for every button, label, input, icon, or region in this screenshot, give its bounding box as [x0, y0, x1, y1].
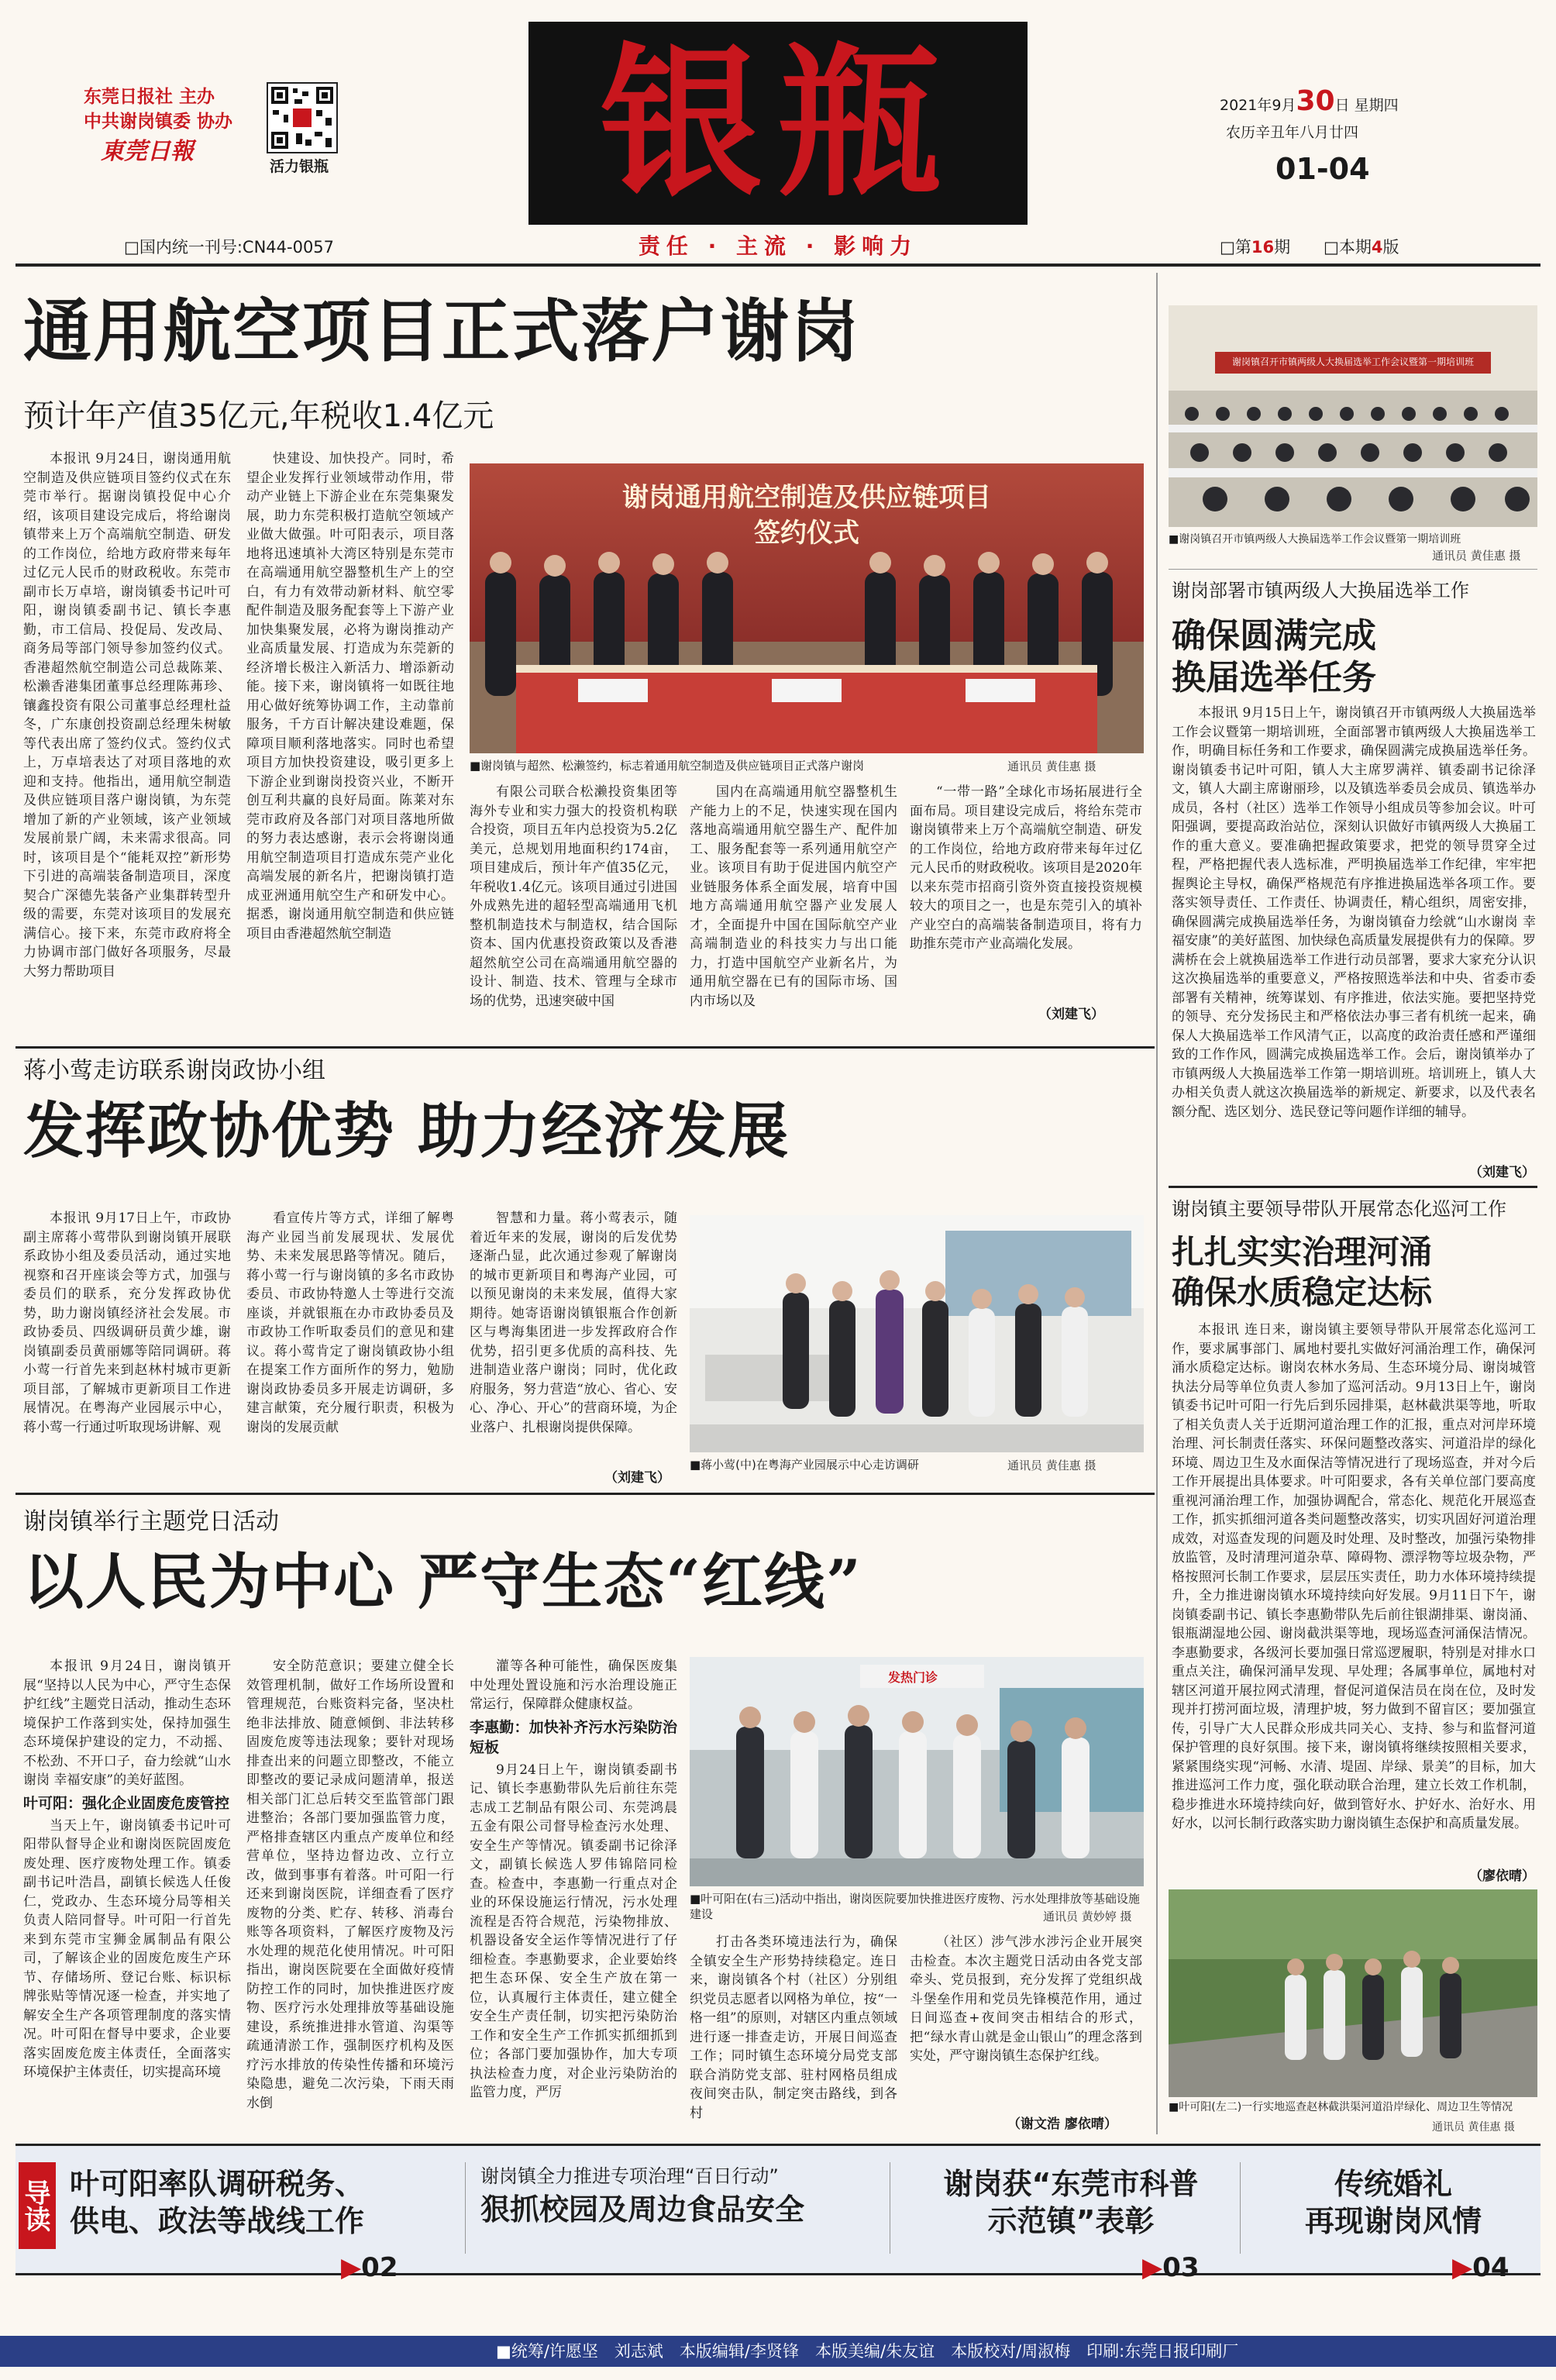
- right1-headline-line-2[interactable]: 换届选举任务: [1172, 658, 1376, 697]
- guide-item-3[interactable]: 谢岗获“东莞市科普 示范镇”表彰: [943, 2167, 1199, 2238]
- right1-photo-caption: ■谢岗镇召开市镇两级人大换届选举工作会议暨第一期培训班: [1169, 533, 1461, 546]
- story2-signature: （刘建飞）: [604, 1470, 670, 1486]
- sponsor-line-2: 中共谢岗镇委 协办: [84, 112, 233, 132]
- lead-photo-caption: ■谢岗镇与超然、松濑签约，标志着通用航空制造及供应链项目正式落户谢岗: [470, 759, 865, 773]
- hospital-inspection-photo[interactable]: [690, 1657, 1144, 1886]
- exhibition-people-icon: [690, 1215, 1144, 1452]
- story2-bottom-rule: [15, 1493, 1155, 1495]
- qr-code-icon: [268, 84, 336, 152]
- story2-column-2: 看宣传片等方式，详细了解粤海产业园当前发展现状、发展优势、未来发展思路等情况。随后，蒋小莺一行与谢岗镇的多名市政协委员、市政协特邀人士等进行交流座谈，并就银瓶在办市政协委员及市政协工作听取委员们的意见和建议。蒋小莺肯定了谢岗镇政协小组在提案工作方面所作的努力，勉励谢岗政协委员多开展走访调研，多建言献策，充分履行职责，积极为谢岗的发展贡献: [246, 1211, 454, 1435]
- right1-body: 本报讯 9月15日上午，谢岗镇召开市镇两级人大换届选举工作会议暨第一期培训班，全面部署市镇两级人大换届选举工作，明确目标任务和工作要求，确保圆满完成换届选举任务。谢岗镇委书记叶可阳，镇人大主席罗满祥、镇委副书记徐泽文，镇人大副主席谢丽珍，以及镇选举委员会成员、镇选举办成员，各村（社区）选举工作领导小组成员等参加会议。叶可阳强调，要提高政治站位，深刻认识做好市镇两级人大换届工作的重大意义。要准确把握政策要求，把党的领导贯穿全过程，严格把握代表人选标准，严明换届选举工作纪律，牢牢把握舆论主导权，确保严格规范有序推进换届选举各项工作。要落实领导责任、工作责任、协调责任，精心组织，周密安排，确保圆满完成换届选举任务，为谢岗镇奋力绘就“山水谢岗 幸福安康”的美好蓝图、加快绿色高质量发展提供有力的保障。罗满桥在会上就换届选举工作进行动员部署，要求大家充分认识这次换届选举的重要意义，严格按照选举法和中央、省委市委部署有关精神，统筹谋划、有序推进，依法实施。要把坚持党的领导、充分发扬民主和严格依法办事三者有机统一起来，确保人大换届选举工作风清气正，以高度的政治责任感和严谨细致的工作作风，圆满完成换届选举工作。会后，谢岗镇举办了市镇两级人大换届选举工作第一期培训班。培训班上，镇人大办相关负责人就这次换届选举的新规定、新要求，以及代表名额分配、选区划分、选民登记等问题作详细的辅导。: [1172, 705, 1536, 1120]
- lead-photo-credit: 通讯员 黄佳惠 摄: [1007, 759, 1096, 773]
- guide-item-3-page[interactable]: ▶03: [1142, 2252, 1200, 2283]
- footer-credits: ■统筹/许愿坚 刘志斌 本版编辑/李贤锋 本版美编/朱友谊 本版校对/周淑梅 印刷:东莞日报印刷厂: [0, 2336, 1556, 2367]
- lead-column-5: “一带一路”全球化市场拓展进行全面布局。项目建设完成后，将给东莞市谢岗镇带来上万个高端航空制造、研发的工作岗位，给地方政府带来每年过亿元人民币的财政税收。该项目是2020年以来东莞市招商引资外资直接投资规模较大的项目之一，也是东莞引入的填补产业空白的高端装备制造项目，将有力助推东莞市产业高端化发展。: [910, 784, 1142, 952]
- guide-label: 导读: [19, 2162, 56, 2249]
- story2-photo-caption: ■蒋小莺(中)在粤海产业园展示中心走访调研: [690, 1458, 919, 1472]
- meeting-hall-wall: [1169, 305, 1537, 391]
- page-count: □本期4版: [1324, 238, 1399, 257]
- issn-label: □国内统一刊号:CN44-0057: [124, 238, 335, 257]
- slogan: 责任 · 主流 · 影响力: [638, 233, 918, 259]
- right1-photo-credit: 通讯员 黄佳惠 摄: [1432, 549, 1521, 563]
- inspection-people-icon: [690, 1657, 1144, 1886]
- story3-column-5: （社区）涉气涉水涉污企业开展突击检查。本次主题党日活动由各党支部牵头、党员报到，充分发挥了党组织战斗堡垒作用和党员先锋模范作用，通过日间巡查+夜间突击相结合的形式，把“绿水青山就是金山银山”的理念落到实处，严守谢岗镇生态保护红线。: [910, 1934, 1142, 2064]
- right2-photo-caption: ■叶可阳(左二)一行实地巡查赵林截洪渠河道沿岸绿化、周边卫生等情况: [1169, 2101, 1513, 2113]
- guide-item-4-page[interactable]: ▶04: [1452, 2252, 1510, 2283]
- right2-headline-line-1[interactable]: 扎扎实实治理河涌: [1172, 1233, 1433, 1271]
- story3-photo-credit: 通讯员 黄妙婷 摄: [1043, 1910, 1132, 1924]
- qr-label: 活力银瓶: [270, 158, 329, 175]
- riverside-group-icon: [1169, 1889, 1537, 2097]
- story3-photo-caption: ■叶可阳在(右三)活动中指出，谢岗医院要加快推进医疗废物、污水处理排放等基础设施建设: [690, 1892, 1140, 1921]
- exhibition-visit-photo[interactable]: [690, 1215, 1144, 1452]
- lead-headline[interactable]: 通用航空项目正式落户谢岗: [23, 291, 861, 371]
- right1-kicker: 谢岗部署市镇两级人大换届选举工作: [1172, 580, 1469, 601]
- page-range: 01-04: [1275, 152, 1370, 186]
- sponsor-line-1: 东莞日报社 主办: [84, 87, 215, 107]
- story3-column-4: 打击各类环境违法行为，确保全镇安全生产形势持续稳定。连日来，谢岗镇各个村（社区）分别组织党员志愿者以网格为单位，按“一格一组”的原则，对辖区内重点领域进行逐一排查走访，开展日间巡查工作；同时镇生态环境分局党支部联合消防党支部、驻村网格员组成夜间突击队，制定突击路线，到各村: [690, 1934, 897, 2121]
- lead-column-1: 本报讯 9月24日，谢岗通用航空制造及供应链项目签约仪式在东莞市举行。据谢岗镇投促中心介绍，该项目建设完成后，将给谢岗镇带来上万个高端航空制造、研发的工作岗位，给地方政府带来每年过亿元人民币的财政税收。东莞市副市长万卓培，谢岗镇委书记叶可阳，谢岗镇委副书记、镇长李惠勤，市工信局、投促局、发改局、商务局等部门领导参加签约仪式。香港超然航空制造公司总裁陈莱、松濑香港集团董事总经理陈茀珍、镶鑫投资有限公司董事总经理杜益冬，广东康创投资副总经理朱树敏等代表出席了签约仪式。签约仪式上，万卓培表达了对项目落地的欢迎和支持。他指出，通用航空制造及供应链项目落户谢岗镇，为东莞增加了新的产业领域，该产业领域发展前景广阔，未来需求很高。同时，该项目是个“能耗双控”新形势下引进的高端装备制造项目，深度契合广深德先装备产业集群转型升级的需要，东莞对该项目的发展充满信心。接下来，东莞市政府将全力协调市部门做好各项服务，尽最大努力帮助项目: [23, 451, 231, 980]
- people-congress-meeting-photo[interactable]: [1169, 305, 1537, 527]
- story3-headline[interactable]: 以人民为中心 严守生态“红线”: [23, 1547, 862, 1617]
- right2-signature: （廖依晴）: [1469, 1869, 1535, 1884]
- right1-top-rule: [1169, 569, 1537, 570]
- sidebar-divider: [1156, 273, 1158, 2134]
- right2-photo-credit: 通讯员 黄佳惠 摄: [1432, 2121, 1515, 2134]
- story3-column-2: 安全防范意识；要建立健全长效管理机制，做好工作场所设置和管理规范，台账资料完备，坚决杜绝非法排放、随意倾倒、非法转移固废危废等违法现象；要针对现场排查出来的问题立即整改，不能立即整改的要记录成问题清单，报送相关部门汇总后转交至监管部门跟进整治；各部门要加强监管力度，严格排查辖区内重点产废单位和经营单位，坚持边督边改、立行立改，做到事事有着落。叶可阳一行还来到谢岗医院，详细查看了医疗废物的分类、贮存、转移、消毒台账等各项资料，了解医疗废物及污水处理的规范化使用情况。叶可阳指出，谢岗医院要在全面做好疫情防控工作的同时，加快推进医疗废物、医疗污水处理排放等基础设施建设，系统推进排水管道、沟渠等疏通清淤工作，强制医疗机构及医疗污水排放的传染性传播和环境污染隐患，避免二次污染，下雨天雨水倒: [246, 1658, 454, 2111]
- guide-item-1[interactable]: 叶可阳率队调研税务、 供电、政法等战线工作: [70, 2167, 365, 2238]
- lead-column-3: 有限公司联合松濑投资集团等海外专业和实力强大的投资机构联合投资，项目五年内总投资为5.2亿美元，总规划用地面积约174亩，项目建成后，预计年产值35亿元，年税收1.4亿元。该项目通过引进国外成熟先进的超轻型高端通用飞机整机制造技术与制造权，结合国际资本、国内优惠投资政策以及香港超然航空公司在高端通用航空器的设计、制造、技术、管理与全球市场的优势，迅速突破中国: [470, 784, 677, 1009]
- story3-subhead-2: 李惠勤：加快补齐污水污染防治短板: [470, 1718, 677, 1756]
- qr-code[interactable]: [267, 82, 338, 153]
- photo-banner-line-2: 签约仪式: [754, 518, 859, 549]
- masthead-rule: [15, 263, 1541, 267]
- ceremony-people-icon: [470, 541, 1144, 753]
- lead-column-2: 快建设、加快投产。同时，希望企业发挥行业领域带动作用，带动产业链上下游企业在东莞集聚发展，助力东莞积极打造航空领域产业做大做强。叶可阳表示，项目落地将迅速填补大湾区特别是东莞市在高端通用航空器整机生产上的空白，有力有效带动新材料、航空零配件制造及服务配套等上下游产业加快集聚发展，必将为谢岗推动产业高质量发展、打造成为东莞新的经济增长极注入新活力、增添新动能。接下来，谢岗镇将一如既往地用心做好统筹协调工作，主动靠前服务，千方百计解决建设难题，保障项目顺利落地落实。同时也希望项目方加快投资建设，吸引更多上下游企业到谢岗投资兴业，不断开创互利共赢的良好局面。陈莱对东莞市政府及各部门对项目落地所做的努力表达感谢，表示会将谢岗通用航空制造项目打造成东莞产业化高端发展的新名片，把谢岗镇打造成亚洲通用航空生产和研发中心。据悉，谢岗通用航空制造和供应链项目由香港超然航空制造: [246, 451, 454, 942]
- issue-number: □第16期: [1220, 238, 1291, 257]
- lead-column-4: 国内在高端通用航空器整机生产能力上的不足，快速实现在国内落地高端通用航空器生产、配件加工、服务配套等一系列通用航空产业。该项目有助于促进国内航空产业链服务体系全面发展，培育中国地方高端通用航空器产业发展人才，全面提升中国在国际航空产业高端制造业的科技实力与出口能力，打造中国航空产业新名片，为通用航空器在已有的国际市场、国内市场以及: [690, 784, 897, 1009]
- newspaper-title: 银瓶: [599, 27, 956, 219]
- lead-bottom-rule: [15, 1046, 1155, 1049]
- meeting-audience-icon: [1169, 391, 1537, 527]
- story2-photo-credit: 通讯员 黄佳惠 摄: [1007, 1459, 1096, 1472]
- guide-item-1-page[interactable]: ▶02: [341, 2252, 398, 2283]
- signing-ceremony-photo[interactable]: [470, 463, 1144, 753]
- story3-signature: （谢文浩 廖依晴）: [1007, 2117, 1117, 2132]
- photo-sign: 发热门诊: [888, 1670, 938, 1685]
- story2-kicker: 蒋小莺走访联系谢岗政协小组: [23, 1057, 325, 1084]
- meeting-banner-text: 谢岗镇召开市镇两级人大换届选举工作会议暨第一期培训班: [1231, 356, 1474, 367]
- story3-column-3: 灌等各种可能性，确保医废集中处理处置设施和污水治理设施正常运行，保障群众健康权益。 李惠勤：加快补齐污水污染防治短板 9月24日上午，谢岗镇委副书记、镇长李惠勤带队先后前往东莞志成工艺制品有限公司、东莞鸿晨五金有限公司督导检查污水处理、安全生产等情况。镇委副书记徐泽文，副镇长候选人罗伟锦陪同检查。检查中，李惠勤一行重点对企业的环保设施运行情况，污水处理流程是否符合规范，污染物排放、机器设备安全运作等情况进行了仔细检查。李惠勤要求，企业要始终把生态环保、安全生产放在第一位，认真履行主体责任，建立健全安全生产责任制，切实把污染防治工作和安全生产工作抓实抓细抓到位；各部门要加强协作，加大专项执法检查力度，对企业污染防治的监管力度，严厉: [470, 1658, 677, 2100]
- river-inspection-photo[interactable]: [1169, 1889, 1537, 2097]
- right1-signature: （刘建飞）: [1469, 1165, 1535, 1180]
- right1-headline-line-1[interactable]: 确保圆满完成: [1172, 616, 1376, 656]
- story2-headline[interactable]: 发挥政协优势 助力经济发展: [23, 1096, 790, 1166]
- guide-item-2[interactable]: 谢岗镇全力推进专项治理“百日行动” 狠抓校园及周边食品安全: [480, 2165, 805, 2227]
- guide-item-4[interactable]: 传统婚礼 再现谢岗风情: [1304, 2167, 1482, 2238]
- lead-subhead: 预计年产值35亿元,年税收1.4亿元: [23, 398, 494, 434]
- right2-headline-line-2[interactable]: 确保水质稳定达标: [1172, 1273, 1433, 1311]
- story2-column-3: 智慧和力量。蒋小莺表示，随着近年来的发展，谢岗的后发优势逐渐凸显，此次通过参观了解谢岗的城市更新项目和粤海产业园，可以预见谢岗的未来发展，值得大家期待。她寄语谢岗镇银瓶合作创新区与粤海集团进一步发挥政府合作优势，招引更多优质的高科技、先进制造业落户谢岗；同时，优化政府服务，努力营造“放心、省心、安心、净心、开心”的营商环境，为企业落户、扎根谢岗提供保障。: [470, 1211, 677, 1435]
- right2-body: 本报讯 连日来，谢岗镇主要领导带队开展常态化巡河工作，要求属事部门、属地村要扎实做好河涌治理工作，确保河涌水质稳定达标。谢岗农林水务局、生态环境分局、谢岗城管执法分局等单位负责人参加了巡河活动。9月13日上午，谢岗镇委书记叶可阳一行先后到乐园排渠，赵林截洪渠等地，听取了相关负责人关于近期河道治理工作的汇报，重点对河岸环境治理、河长制责任落实、环保问题整改落实、河道沿岸的绿化环境、周边卫生及水面保洁等情况进行了现场巡查，并对今后工作开展提出具体要求。叶可阳要求，各有关单位部门要高度重视河涌治理工作，加强协调配合，常态化、规范化开展巡查工作，抓实抓细河道各类问题整改落实，切实巩固好河道治理成效，对巡查发现的问题及时处理、及时整改，加强污染物排放监管，及时清理河道杂草、障碍物、漂浮物等垃圾杂物，严格按照河长制工作要求，层层压实责任，助力水体环境持续提升，全力推进谢岗镇水环境持续向好发展。9月11日下午，谢岗镇委副书记、镇长李惠勤带队先后前往银湖排渠、谢岗涌、银瓶湖湿地公园、谢岗截洪渠等地，现场巡查河涌保洁情况。李惠勤要求，各级河长要加强日常巡逻履职，特别是对排水口重点关注，确保河涌早发现、早处理；各属事单位，属地村对辖区河道开展拉网式清理，督促河道保洁员在岗在位，及时发现并打捞河面垃圾，清理护坡，努力做到不留盲区；要加强宣传，引导广大人民群众形成共同关心、支持、参与和监督河道保护管理的良好氛围。接下来，谢岗镇将继续按照相关要求，紧紧围绕实现“河畅、水清、堤固、岸绿、景美”的目标，加大推进巡河工作力度，强化联动联合治理，建立长效工作机制，稳步推进水环境持续向好，做到管好水、护好水、治好水、用好水，以河长制行政落实助力谢岗镇生态保护和高质量发展。: [1172, 1322, 1536, 1831]
- guide-divider-1: [465, 2162, 466, 2254]
- story3-subhead-1: 叶可阳：强化企业固废危废管控: [23, 1794, 230, 1812]
- lead-signature: （刘建飞）: [1038, 1007, 1104, 1022]
- newspaper-logo: 東莞日報: [101, 138, 194, 165]
- guide-divider-3: [1240, 2162, 1241, 2254]
- story2-column-1: 本报讯 9月17日上午，市政协副主席蒋小莺带队到谢岗镇开展联系政协小组及委员活动，通过实地视察和召开座谈会等方式，加强与委员们的联系，充分发挥政协优势，助力谢岗镇经济社会发展。市政协委员、四级调研员黄少雄，谢岗镇副委员黄丽娜等陪同调研。蒋小莺一行首先来到赵林村城市更新项目部，了解城市更新项目工作进展情况。在粤海产业园展示中心，蒋小莺一行通过听取现场讲解、观: [23, 1211, 231, 1435]
- lunar-date: 农历辛丑年八月廿四: [1226, 124, 1359, 141]
- right2-kicker: 谢岗镇主要领导带队开展常态化巡河工作: [1172, 1198, 1506, 1220]
- story3-column-1: 本报讯 9月24日，谢岗镇开展“坚持以人民为中心，严守生态保护红线”主题党日活动，推动生态环境保护工作落到实处，保持加强生态环境保护建设的定力，不动摇、不松劲、不开口子，奋力绘就“山水谢岗 幸福安康”的美好蓝图。 叶可阳：强化企业固废危废管控 当天上午，谢岗镇委书记叶可阳带队督导企业和谢岗医院固废危废处理、医疗废物处理工作。镇委副书记叶浩昌，副镇长候选人任俊仁，党政办、生态环境分局等相关负责人陪同督导。叶可阳一行首先来到东莞市宝狮金属制品有限公司，了解该企业的固废危废生产环节、存储场所、登记台账、标识标牌张贴等情况逐一检查，并实地了解安全生产各项管理制度的落实情况。叶可阳在督导中要求，企业要落实固废危废主体责任，全面落实环境保护主体责任，切实提高环境: [23, 1658, 231, 2080]
- issue-date: 2021年9月30日 星期四: [1220, 85, 1399, 117]
- photo-banner-line-1: 谢岗通用航空制造及供应链项目: [622, 482, 991, 513]
- story3-kicker: 谢岗镇举行主题党日活动: [23, 1508, 279, 1535]
- right1-bottom-rule: [1169, 1186, 1537, 1188]
